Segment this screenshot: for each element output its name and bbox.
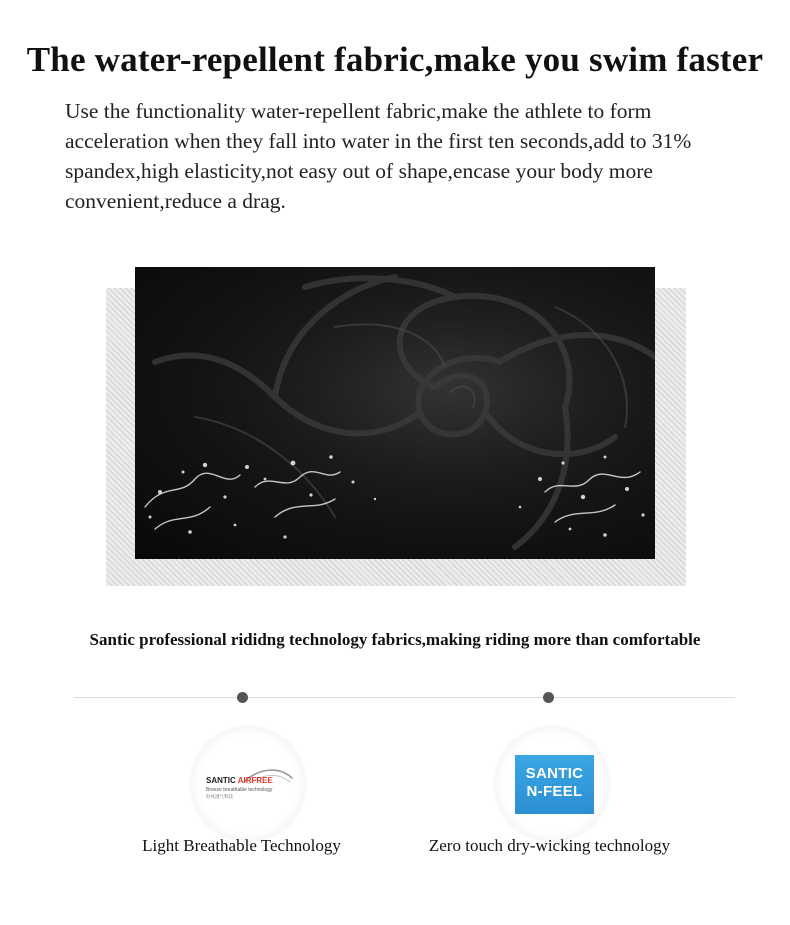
airfree-logo [204, 766, 294, 800]
nfeel-badge [496, 728, 608, 840]
airfree-badge [192, 728, 304, 840]
nfeel-logo [515, 755, 594, 814]
fabric-swirl-graphic [135, 267, 655, 559]
feature-divider [74, 697, 735, 698]
airfree-cn-text: 轻风透气科技 [206, 795, 233, 800]
nfeel-line-1: SANTIC [525, 765, 584, 782]
airfree-brand-text: SANTIC AIRFREE [206, 776, 273, 785]
product-description: Use the functionality water-repellent fabric,make the athlete to form acceleration when they fall into water in the first ten seconds,add to 31% spandex,high elasticity,not easy out of shape,encase your body more convenient,reduce a drag. [65, 99, 692, 213]
showcase-tagline: Santic professional rididng technology fabrics,making riding more than comfortable [89, 630, 701, 649]
fabric-swirl-image [135, 267, 655, 559]
airfree-sub-text: Breeze breathable technology [206, 787, 273, 793]
headline: The water-repellent fabric,make you swim faster [26, 40, 764, 79]
feature-dot-1 [237, 692, 248, 703]
feature-label-breathable: Light Breathable Technology [142, 836, 341, 855]
feature-dot-2 [543, 692, 554, 703]
feature-label-dry-wicking: Zero touch dry-wicking technology [428, 836, 671, 855]
nfeel-line-2: N-FEEL [526, 783, 583, 800]
